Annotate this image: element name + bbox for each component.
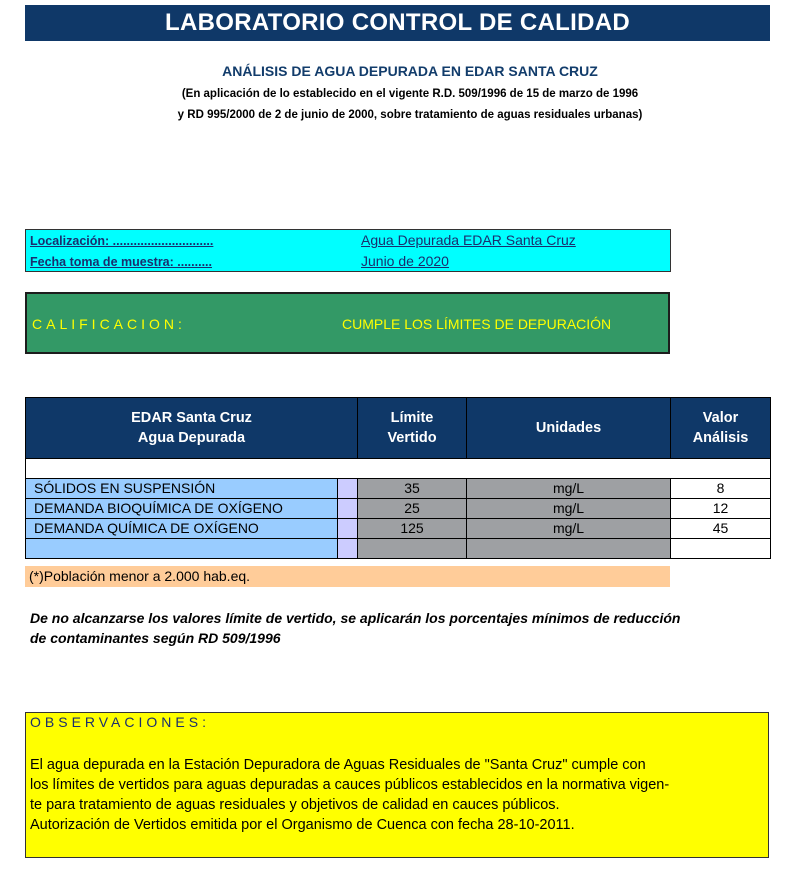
param-spacer <box>338 539 358 559</box>
param-value: 45 <box>671 519 771 539</box>
param-spacer <box>338 499 358 519</box>
table-row <box>26 479 771 499</box>
param-unit: mg/L <box>467 479 671 499</box>
reduction-note-line1: De no alcanzarse los valores límite de vertido, se aplicarán los porcentajes mínimos de reducción <box>30 610 681 626</box>
param-name <box>26 539 338 559</box>
param-limit: 35 <box>358 479 467 499</box>
header-parameter <box>26 398 358 459</box>
table-row <box>26 519 771 539</box>
param-value: 12 <box>671 499 771 519</box>
calificacion-box <box>25 292 670 354</box>
report-subtitle: ANÁLISIS DE AGUA DEPURADA EN EDAR SANTA CRUZ <box>222 63 598 79</box>
sample-date-label: Fecha toma de muestra: .......... <box>30 255 212 269</box>
param-limit <box>358 539 467 559</box>
table-row-empty <box>26 539 771 559</box>
regulation-line-1: (En aplicación de lo establecido en el vigente R.D. 509/1996 de 15 de marzo de 1996 <box>181 88 639 100</box>
observaciones-line: El agua depurada en la Estación Depuradora de Aguas Residuales de "Santa Cruz" cumple con <box>30 757 646 773</box>
results-table <box>25 397 771 559</box>
param-name: DEMANDA BIOQUÍMICA DE OXÍGENO <box>26 499 338 519</box>
table-header-row <box>26 398 771 459</box>
table-spacer-row <box>26 459 771 479</box>
param-unit: mg/L <box>467 499 671 519</box>
calificacion-value: CUMPLE LOS LÍMITES DE DEPURACIÓN <box>342 316 612 332</box>
sample-date-value: Junio de 2020 <box>361 253 449 269</box>
param-unit: mg/L <box>467 519 671 539</box>
observaciones-text <box>30 755 765 835</box>
param-value <box>671 539 771 559</box>
header-units: Unidades <box>467 398 671 459</box>
param-name: DEMANDA QUÍMICA DE OXÍGENO <box>26 519 338 539</box>
location-label: Localización: ............................. <box>30 234 214 248</box>
observaciones-box <box>25 712 769 858</box>
param-name: SÓLIDOS EN SUSPENSIÓN <box>26 479 338 499</box>
table-row <box>26 499 771 519</box>
param-spacer <box>338 519 358 539</box>
header-limit <box>358 398 467 459</box>
observaciones-line: Autorización de Vertidos emitida por el Organismo de Cuenca con fecha 28-10-2011. <box>30 817 575 833</box>
observaciones-title: OBSERVACIONES: <box>30 714 210 730</box>
observaciones-line: te para tratamiento de aguas residuales y objetivos de calidad en cauces públicos. <box>30 797 560 813</box>
location-value: Agua Depurada EDAR Santa Cruz <box>361 232 576 248</box>
reduction-note <box>30 608 790 648</box>
param-spacer <box>338 479 358 499</box>
header-value-line1: Valor <box>702 410 739 426</box>
param-unit <box>467 539 671 559</box>
regulation-line-2: y RD 995/2000 de 2 de junio de 2000, sobre tratamiento de aguas residuales urbanas) <box>177 109 643 121</box>
observaciones-line: los límites de vertidos para aguas depuradas a cauces públicos establecidos en la normativa vigen- <box>30 777 670 793</box>
header-value <box>671 398 771 459</box>
header-parameter-line1: EDAR Santa Cruz <box>131 410 252 426</box>
header-limit-line1: Límite <box>390 410 434 426</box>
population-footnote: (*)Población menor a 2.000 hab.eq. <box>25 566 670 587</box>
header-parameter-line2: Agua Depurada <box>137 430 246 446</box>
calificacion-label: CALIFICACION: <box>32 316 186 332</box>
header-limit-line2: Vertido <box>387 430 437 446</box>
param-limit: 125 <box>358 519 467 539</box>
sample-info-box <box>25 229 671 272</box>
report-title: LABORATORIO CONTROL DE CALIDAD <box>25 5 770 41</box>
header-value-line2: Análisis <box>692 430 749 446</box>
param-limit: 25 <box>358 499 467 519</box>
reduction-note-line2: de contaminantes según RD 509/1996 <box>30 630 281 646</box>
param-value: 8 <box>671 479 771 499</box>
